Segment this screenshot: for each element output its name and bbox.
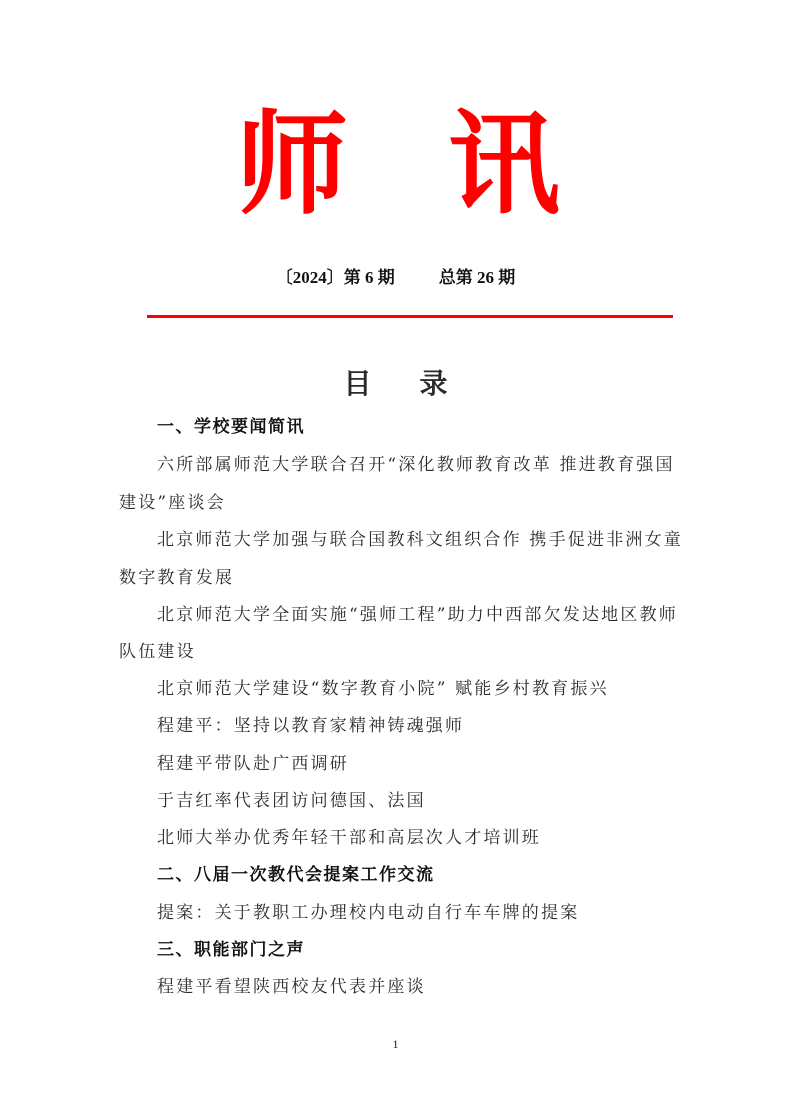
toc-title xyxy=(0,364,791,404)
toc-entry[interactable]: 北师大举办优秀年轻干部和高层次人才培训班 xyxy=(157,828,541,848)
masthead xyxy=(0,100,791,230)
year-issue: 〔2024〕第 6 期 xyxy=(275,268,395,287)
masthead-title-char: 讯 xyxy=(448,99,560,230)
toc-entry[interactable]: 提案：关于教职工办理校内电动自行车车牌的提案 xyxy=(157,903,580,923)
toc-entry[interactable]: 程建平带队赴广西调研 xyxy=(157,754,349,774)
header-divider xyxy=(147,315,673,318)
toc-entry[interactable]: 程建平：坚持以教育家精神铸魂强师 xyxy=(157,716,465,736)
toc-entry[interactable]: 程建平看望陕西校友代表并座谈 xyxy=(157,977,426,997)
section-heading[interactable]: 二、八届一次教代会提案工作交流 xyxy=(157,865,435,885)
toc-entry[interactable]: 于吉红率代表团访问德国、法国 xyxy=(157,791,426,811)
toc-title-char: 录 xyxy=(419,367,448,400)
toc-entry[interactable]: 北京师范大学全面实施“强师工程”助力中西部欠发达地区教师 xyxy=(157,605,678,625)
masthead-title-char: 师 xyxy=(236,99,348,230)
toc-entry[interactable]: 北京师范大学加强与联合国教科文组织合作 携手促进非洲女童 xyxy=(157,530,684,550)
toc-entry-continuation[interactable]: 队伍建设 xyxy=(119,642,196,662)
section-heading[interactable]: 三、职能部门之声 xyxy=(157,940,305,960)
issue-number xyxy=(0,266,791,290)
toc-entry-continuation[interactable]: 数字教育发展 xyxy=(119,568,235,588)
toc-title-char: 目 xyxy=(343,367,372,400)
toc-entry[interactable]: 六所部属师范大学联合召开“深化教师教育改革 推进教育强国 xyxy=(157,455,675,475)
toc-entry[interactable]: 北京师范大学建设“数字教育小院” 赋能乡村教育振兴 xyxy=(157,679,609,699)
section-heading[interactable]: 一、学校要闻简讯 xyxy=(157,417,305,437)
toc-entry-continuation[interactable]: 建设”座谈会 xyxy=(119,493,226,513)
page-number: 1 xyxy=(392,1037,399,1051)
total-issue: 总第 26 期 xyxy=(438,268,516,287)
